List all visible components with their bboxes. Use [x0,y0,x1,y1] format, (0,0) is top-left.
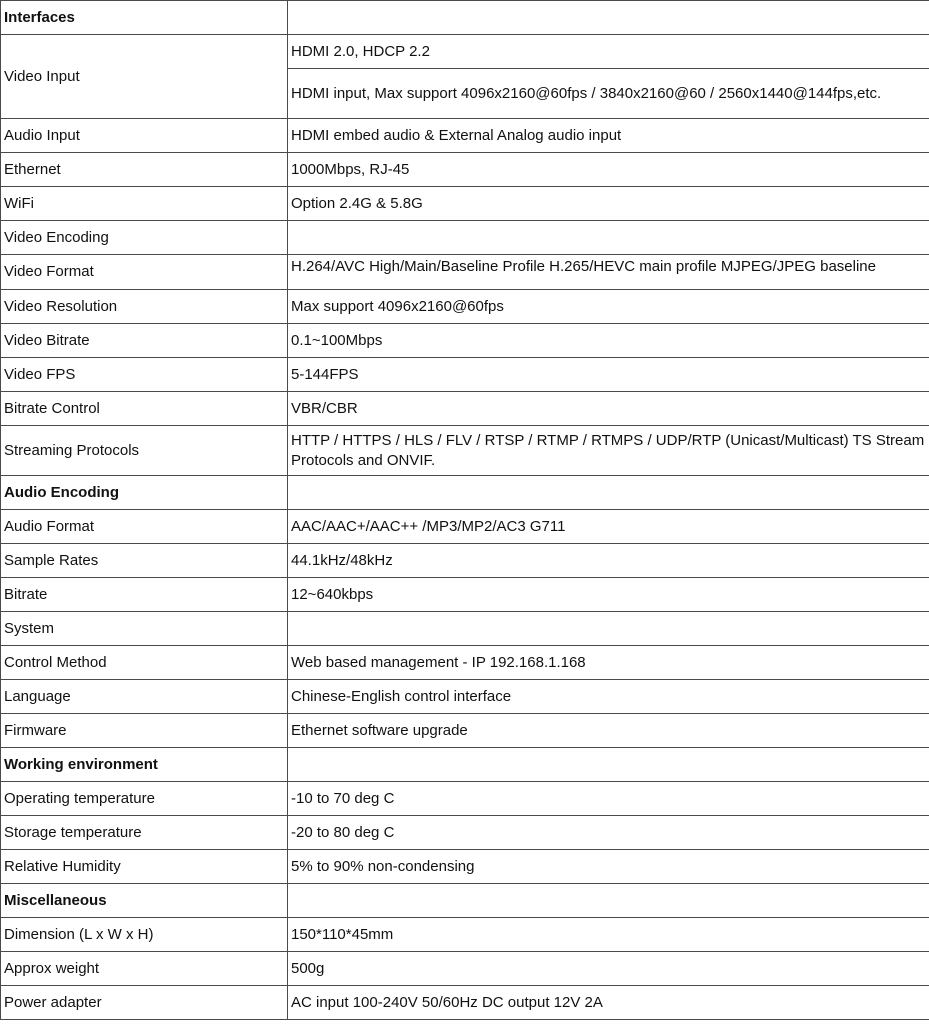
spec-value-streaming-protocols: HTTP / HTTPS / HLS / FLV / RTSP / RTMP / RTMPS / UDP/RTP (Unicast/Multicast) TS Stream Protocols and ONVIF. [288,426,929,476]
spec-label-streaming-protocols: Streaming Protocols [1,426,288,476]
spec-label-system: System [1,612,288,646]
spec-value-firmware: Ethernet software upgrade [288,714,929,748]
spec-value-video-format-cell [288,255,929,290]
section-heading-audio-encoding: Audio Encoding [1,476,288,510]
table-row [1,255,929,290]
table-row [1,119,929,153]
spec-label-audio-input: Audio Input [1,119,288,153]
spec-label-video-fps: Video FPS [1,358,288,392]
spec-value-video-format: H.264/AVC High/Main/Baseline Profile H.265/HEVC main profile MJPEG/JPEG baseline [291,258,876,275]
table-row [1,748,929,782]
spec-value [288,476,929,510]
spec-value-audio-format: AAC/AAC+/AAC++ /MP3/MP2/AC3 G711 [288,510,929,544]
spec-value-operating-temperature: -10 to 70 deg C [288,782,929,816]
spec-value-relative-humidity: 5% to 90% non-condensing [288,850,929,884]
spec-label-video-bitrate: Video Bitrate [1,324,288,358]
spec-value-video-resolution: Max support 4096x2160@60fps [288,290,929,324]
spec-label-language: Language [1,680,288,714]
table-row [1,952,929,986]
table-row [1,884,929,918]
spec-label-control-method: Control Method [1,646,288,680]
spec-label-bitrate: Bitrate [1,578,288,612]
table-row [1,646,929,680]
spec-value-bitrate-control: VBR/CBR [288,392,929,426]
table-row [1,290,929,324]
table-row [1,816,929,850]
spec-value-video-bitrate: 0.1~100Mbps [288,324,929,358]
spec-label-approx-weight: Approx weight [1,952,288,986]
spec-label-storage-temperature: Storage temperature [1,816,288,850]
table-row [1,358,929,392]
table-row [1,1,929,35]
spec-value [288,748,929,782]
spec-value [288,884,929,918]
spec-label-video-input: Video Input [1,35,288,119]
table-row [1,612,929,646]
table-row [1,221,929,255]
table-row [1,324,929,358]
spec-value-audio-input: HDMI embed audio & External Analog audio input [288,119,929,153]
table-row [1,918,929,952]
table-row [1,782,929,816]
spec-value-approx-weight: 500g [288,952,929,986]
spec-label-sample-rates: Sample Rates [1,544,288,578]
table-row [1,986,929,1020]
spec-value-video-fps: 5-144FPS [288,358,929,392]
spec-value [288,221,929,255]
spec-label-dimension: Dimension (L x W x H) [1,918,288,952]
spec-value-video-input-2: HDMI input, Max support 4096x2160@60fps / 3840x2160@60 / 2560x1440@144fps,etc. [288,69,929,119]
spec-label-wifi: WiFi [1,187,288,221]
table-row [1,544,929,578]
table-row [1,476,929,510]
table-row [1,578,929,612]
spec-label-bitrate-control: Bitrate Control [1,392,288,426]
table-row [1,714,929,748]
spec-label-video-format: Video Format [1,255,288,290]
table-row [1,187,929,221]
table-row [1,510,929,544]
spec-value-dimension: 150*110*45mm [288,918,929,952]
section-heading-miscellaneous: Miscellaneous [1,884,288,918]
spec-value-ethernet: 1000Mbps, RJ-45 [288,153,929,187]
spec-value-language: Chinese-English control interface [288,680,929,714]
table-row [1,392,929,426]
spec-label-operating-temperature: Operating temperature [1,782,288,816]
spec-label-audio-format: Audio Format [1,510,288,544]
spec-value [288,1,929,35]
spec-value-sample-rates: 44.1kHz/48kHz [288,544,929,578]
spec-value-wifi: Option 2.4G & 5.8G [288,187,929,221]
table-row [1,850,929,884]
section-heading-interfaces: Interfaces [1,1,288,35]
spec-label-ethernet: Ethernet [1,153,288,187]
spec-label-video-resolution: Video Resolution [1,290,288,324]
spec-value-storage-temperature: -20 to 80 deg C [288,816,929,850]
table-row [1,680,929,714]
spec-value-bitrate: 12~640kbps [288,578,929,612]
spec-value [288,612,929,646]
spec-label-power-adapter: Power adapter [1,986,288,1020]
spec-label-video-encoding: Video Encoding [1,221,288,255]
spec-value-video-input-1: HDMI 2.0, HDCP 2.2 [288,35,929,69]
spec-label-relative-humidity: Relative Humidity [1,850,288,884]
table-row [1,426,929,476]
spec-label-firmware: Firmware [1,714,288,748]
table-row [1,35,929,69]
table-row [1,153,929,187]
spec-value-control-method: Web based management - IP 192.168.1.168 [288,646,929,680]
spec-value-power-adapter: AC input 100-240V 50/60Hz DC output 12V 2A [288,986,929,1020]
section-heading-working-environment: Working environment [1,748,288,782]
